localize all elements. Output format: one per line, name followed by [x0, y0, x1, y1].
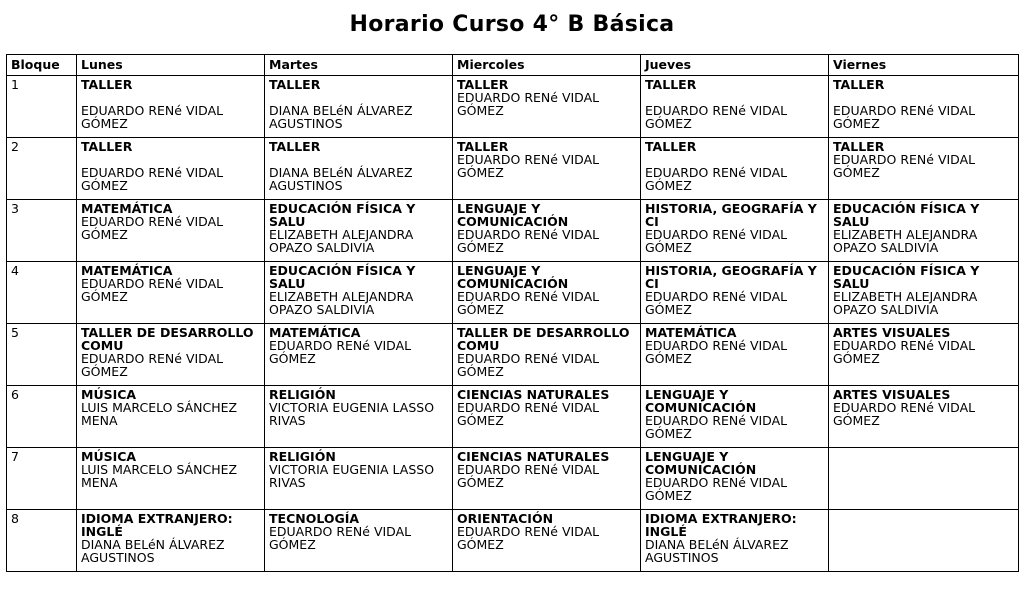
teacher-name: EDUARDO RENé VIDAL GÓMEZ	[81, 214, 224, 242]
block-number: 3	[7, 200, 77, 262]
header-jueves: Jueves	[641, 55, 829, 76]
subject-name: RELIGIÓN	[269, 449, 336, 464]
subject-name: ORIENTACIÓN	[457, 511, 554, 526]
block-number: 8	[7, 510, 77, 572]
teacher-name: EDUARDO RENé VIDAL GÓMEZ	[645, 475, 788, 503]
schedule-cell	[829, 448, 1019, 510]
schedule-cell	[77, 200, 265, 262]
teacher-name: ELIZABETH ALEJANDRA OPAZO SALDIVIA	[833, 289, 978, 317]
teacher-name: EDUARDO RENé VIDAL GÓMEZ	[457, 152, 600, 180]
teacher-name: EDUARDO RENé VIDAL GÓMEZ	[457, 289, 600, 317]
teacher-name: EDUARDO RENé VIDAL GÓMEZ	[269, 524, 412, 552]
teacher-name: EDUARDO RENé VIDAL GÓMEZ	[833, 338, 976, 366]
teacher-name: EDUARDO RENé VIDAL GÓMEZ	[457, 351, 600, 379]
schedule-body	[7, 76, 1019, 572]
schedule-cell	[453, 324, 641, 386]
teacher-name: VICTORIA EUGENIA LASSO RIVAS	[269, 462, 435, 490]
teacher-name: EDUARDO RENé VIDAL GÓMEZ	[81, 351, 224, 379]
subject-name: EDUCACIÓN FÍSICA Y SALU	[269, 263, 416, 291]
teacher-name: EDUARDO RENé VIDAL GÓMEZ	[645, 289, 788, 317]
schedule-cell	[77, 510, 265, 572]
subject-name: MATEMÁTICA	[645, 325, 737, 340]
teacher-name: EDUARDO RENé VIDAL GÓMEZ	[81, 103, 224, 131]
subject-name: LENGUAJE Y COMUNICACIÓN	[645, 449, 757, 477]
header-miercoles: Miercoles	[453, 55, 641, 76]
subject-name: TALLER DE DESARROLLO COMU	[81, 325, 254, 353]
header-lunes: Lunes	[77, 55, 265, 76]
schedule-cell	[77, 386, 265, 448]
subject-name: MATEMÁTICA	[81, 263, 173, 278]
subject-name: TALLER	[645, 139, 697, 154]
subject-name: TALLER	[269, 139, 321, 154]
schedule-cell	[641, 448, 829, 510]
schedule-cell	[641, 386, 829, 448]
table-row	[7, 138, 1019, 200]
subject-name: LENGUAJE Y COMUNICACIÓN	[457, 263, 569, 291]
table-row	[7, 324, 1019, 386]
table-row	[7, 510, 1019, 572]
schedule-cell	[829, 262, 1019, 324]
subject-name: TALLER DE DESARROLLO COMU	[457, 325, 630, 353]
schedule-cell	[641, 200, 829, 262]
teacher-name: EDUARDO RENé VIDAL GÓMEZ	[81, 276, 224, 304]
schedule-cell	[453, 386, 641, 448]
schedule-cell	[265, 262, 453, 324]
teacher-name: DIANA BELéN ÁLVAREZ AGUSTINOS	[645, 537, 789, 565]
subject-name: CIENCIAS NATURALES	[457, 387, 610, 402]
schedule-cell	[265, 448, 453, 510]
subject-name: MÚSICA	[81, 387, 137, 402]
block-number: 7	[7, 448, 77, 510]
schedule-cell	[641, 262, 829, 324]
schedule-cell	[641, 138, 829, 200]
table-row	[7, 262, 1019, 324]
teacher-name: EDUARDO RENé VIDAL GÓMEZ	[833, 103, 976, 131]
teacher-name: EDUARDO RENé VIDAL GÓMEZ	[457, 227, 600, 255]
subject-name: LENGUAJE Y COMUNICACIÓN	[645, 387, 757, 415]
teacher-name: ELIZABETH ALEJANDRA OPAZO SALDIVIA	[833, 227, 978, 255]
teacher-name: EDUARDO RENé VIDAL GÓMEZ	[457, 524, 600, 552]
schedule-cell	[453, 262, 641, 324]
subject-name: HISTORIA, GEOGRAFÍA Y CI	[645, 201, 817, 229]
schedule-cell	[829, 386, 1019, 448]
block-number: 2	[7, 138, 77, 200]
subject-name: MATEMÁTICA	[269, 325, 361, 340]
teacher-name: DIANA BELéN ÁLVAREZ AGUSTINOS	[269, 165, 413, 193]
schedule-cell	[77, 76, 265, 138]
teacher-name: EDUARDO RENé VIDAL GÓMEZ	[645, 338, 788, 366]
teacher-name: EDUARDO RENé VIDAL GÓMEZ	[645, 103, 788, 131]
teacher-name: EDUARDO RENé VIDAL GÓMEZ	[833, 400, 976, 428]
teacher-name: EDUARDO RENé VIDAL GÓMEZ	[269, 338, 412, 366]
subject-name: IDIOMA EXTRANJERO: INGLÉ	[645, 511, 797, 539]
subject-name: TALLER	[457, 139, 509, 154]
teacher-name: VICTORIA EUGENIA LASSO RIVAS	[269, 400, 435, 428]
schedule-cell	[265, 200, 453, 262]
schedule-cell	[77, 262, 265, 324]
schedule-cell	[453, 448, 641, 510]
schedule-cell	[829, 76, 1019, 138]
block-number: 4	[7, 262, 77, 324]
subject-name: EDUCACIÓN FÍSICA Y SALU	[833, 201, 980, 229]
subject-name: HISTORIA, GEOGRAFÍA Y CI	[645, 263, 817, 291]
schedule-cell	[265, 510, 453, 572]
block-number: 1	[7, 76, 77, 138]
table-row	[7, 200, 1019, 262]
teacher-name: EDUARDO RENé VIDAL GÓMEZ	[833, 152, 976, 180]
schedule-cell	[829, 324, 1019, 386]
schedule-cell	[829, 200, 1019, 262]
subject-name: EDUCACIÓN FÍSICA Y SALU	[269, 201, 416, 229]
subject-name: MATEMÁTICA	[81, 201, 173, 216]
subject-name: TALLER	[269, 77, 321, 92]
teacher-name: DIANA BELéN ÁLVAREZ AGUSTINOS	[81, 537, 225, 565]
teacher-name: EDUARDO RENé VIDAL GÓMEZ	[81, 165, 224, 193]
schedule-cell	[77, 448, 265, 510]
teacher-name: EDUARDO RENé VIDAL GÓMEZ	[645, 165, 788, 193]
table-row	[7, 76, 1019, 138]
subject-name: TALLER	[81, 77, 133, 92]
block-number: 6	[7, 386, 77, 448]
schedule-cell	[641, 76, 829, 138]
teacher-name: ELIZABETH ALEJANDRA OPAZO SALDIVIA	[269, 227, 414, 255]
subject-name: TALLER	[81, 139, 133, 154]
teacher-name: ELIZABETH ALEJANDRA OPAZO SALDIVIA	[269, 289, 414, 317]
schedule-cell	[829, 138, 1019, 200]
schedule-cell	[641, 324, 829, 386]
subject-name: EDUCACIÓN FÍSICA Y SALU	[833, 263, 980, 291]
schedule-cell	[77, 138, 265, 200]
schedule-cell	[453, 200, 641, 262]
teacher-name: EDUARDO RENé VIDAL GÓMEZ	[457, 90, 600, 118]
teacher-name: EDUARDO RENé VIDAL GÓMEZ	[645, 413, 788, 441]
page-title: Horario Curso 4° B Básica	[349, 12, 675, 37]
subject-name: ARTES VISUALES	[833, 387, 951, 402]
subject-name: CIENCIAS NATURALES	[457, 449, 610, 464]
teacher-name: EDUARDO RENé VIDAL GÓMEZ	[645, 227, 788, 255]
subject-name: TALLER	[457, 77, 509, 92]
table-row	[7, 386, 1019, 448]
subject-name: TECNOLOGÍA	[269, 511, 360, 526]
teacher-name: EDUARDO RENé VIDAL GÓMEZ	[457, 400, 600, 428]
header-row	[7, 55, 1019, 76]
schedule-cell	[265, 386, 453, 448]
teacher-name: LUIS MARCELO SÁNCHEZ MENA	[81, 462, 238, 490]
subject-name: MÚSICA	[81, 449, 137, 464]
schedule-cell	[453, 76, 641, 138]
schedule-cell	[265, 324, 453, 386]
header-martes: Martes	[265, 55, 453, 76]
schedule-table	[6, 54, 1019, 572]
block-number: 5	[7, 324, 77, 386]
teacher-name: EDUARDO RENé VIDAL GÓMEZ	[457, 462, 600, 490]
teacher-name: LUIS MARCELO SÁNCHEZ MENA	[81, 400, 238, 428]
schedule-cell	[453, 510, 641, 572]
header-viernes: Viernes	[829, 55, 1019, 76]
header-bloque: Bloque	[7, 55, 77, 76]
subject-name: TALLER	[645, 77, 697, 92]
subject-name: TALLER	[833, 139, 885, 154]
schedule-cell	[641, 510, 829, 572]
table-row	[7, 448, 1019, 510]
subject-name: ARTES VISUALES	[833, 325, 951, 340]
teacher-name: DIANA BELéN ÁLVAREZ AGUSTINOS	[269, 103, 413, 131]
subject-name: IDIOMA EXTRANJERO: INGLÉ	[81, 511, 233, 539]
schedule-cell	[453, 138, 641, 200]
schedule-cell	[77, 324, 265, 386]
subject-name: LENGUAJE Y COMUNICACIÓN	[457, 201, 569, 229]
subject-name: TALLER	[833, 77, 885, 92]
schedule-cell	[829, 510, 1019, 572]
subject-name: RELIGIÓN	[269, 387, 336, 402]
schedule-cell	[265, 76, 453, 138]
schedule-cell	[265, 138, 453, 200]
